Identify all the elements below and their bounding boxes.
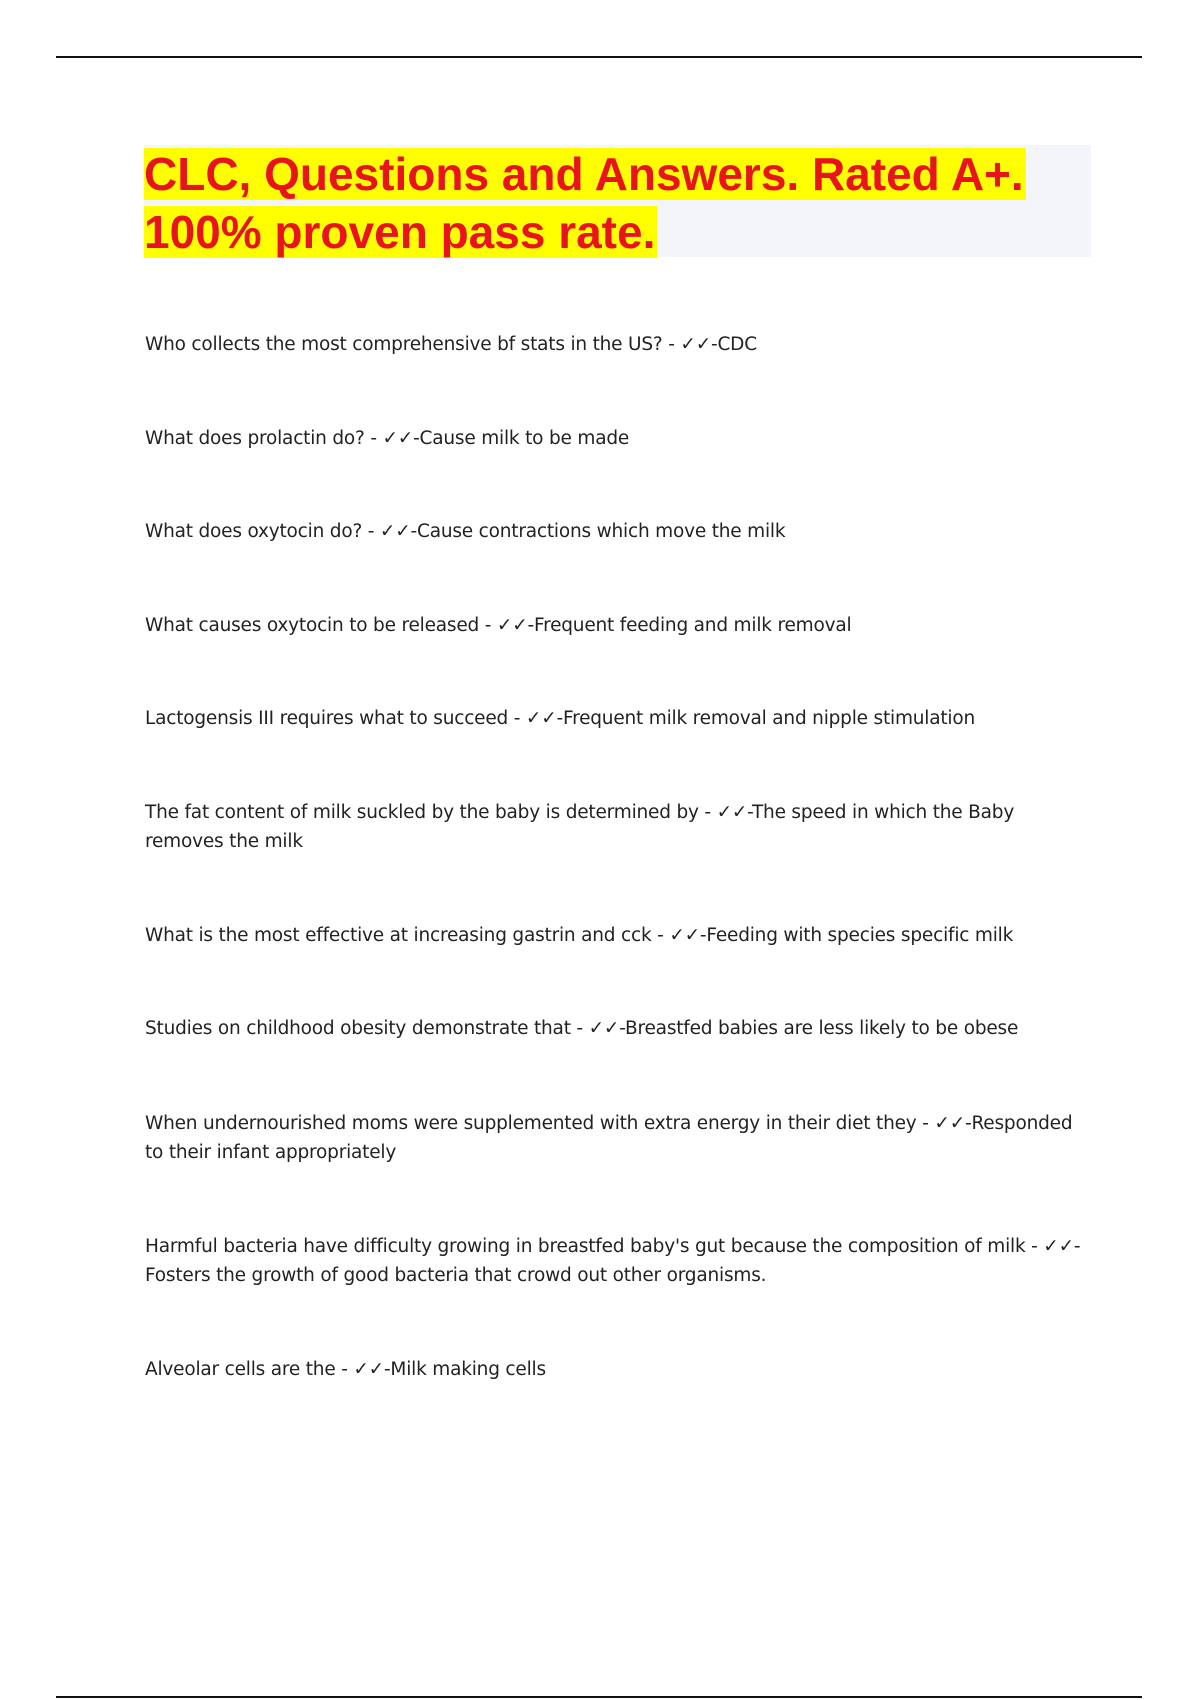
- document-title: [144, 145, 1091, 261]
- qa-item: Who collects the most comprehensive bf stats in the US? - ✓✓-CDC: [145, 334, 757, 355]
- qa-item: Harmful bacteria have difficulty growing in breastfed baby's gut because the composition of milk - ✓✓-Fosters the growth of good bacteria that crowd out other organisms.: [145, 1236, 1081, 1286]
- qa-item: What does oxytocin do? - ✓✓-Cause contractions which move the milk: [145, 521, 786, 542]
- qa-item: What causes oxytocin to be released - ✓✓-Frequent feeding and milk removal: [145, 615, 852, 636]
- qa-item: When undernourished moms were supplemented with extra energy in their diet they - ✓✓-Responded to their infant appropriately: [145, 1113, 1073, 1163]
- qa-item: The fat content of milk suckled by the baby is determined by - ✓✓-The speed in which the Baby removes the milk: [145, 802, 1015, 852]
- qa-item: Alveolar cells are the - ✓✓-Milk making cells: [145, 1359, 546, 1380]
- title-block: [144, 145, 1091, 257]
- qa-item: What is the most effective at increasing gastrin and cck - ✓✓-Feeding with species specific milk: [145, 925, 1014, 946]
- qa-item: What does prolactin do? - ✓✓-Cause milk to be made: [145, 428, 630, 449]
- document-title-text: CLC, Questions and Answers. Rated A+. 100% proven pass rate.: [144, 148, 1024, 258]
- footer-rule: [56, 1696, 1142, 1698]
- qa-item: Studies on childhood obesity demonstrate that - ✓✓-Breastfed babies are less likely to be obese: [145, 1018, 1019, 1039]
- qa-item: Lactogensis III requires what to succeed - ✓✓-Frequent milk removal and nipple stimulation: [145, 708, 976, 729]
- header-rule: [56, 56, 1142, 58]
